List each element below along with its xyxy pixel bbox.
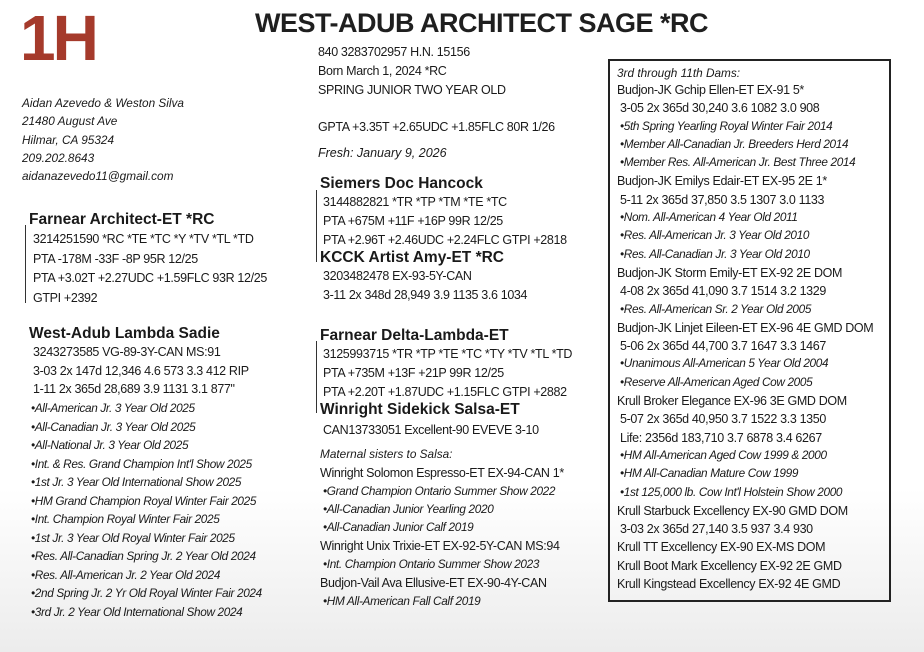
dam2-details (323, 270, 527, 308)
dam-line: 3-03 2x 147d 12,346 4.6 573 3.3 412 RIP (33, 363, 249, 378)
dam-ancestor-award: •Member All-Canadian Jr. Breeders Herd 2014 (620, 136, 849, 151)
sire3-details (323, 348, 572, 405)
dam-ancestor-record: 3-03 2x 365d 27,140 3.5 937 3.4 930 (620, 522, 813, 537)
dam-ancestor-name: Krull Starbuck Excellency EX-90 GMD DOM (617, 503, 848, 518)
class-line: SPRING JUNIOR TWO YEAR OLD (318, 83, 506, 97)
consignor-address: 21480 August Ave (22, 114, 118, 129)
dam-details (33, 346, 249, 402)
dam-ancestor-award: •5th Spring Yearling Royal Winter Fair 2014 (620, 118, 833, 133)
dam-awards (31, 403, 262, 625)
award-item: •Res. All-Canadian Spring Jr. 2 Year Old 2024 (31, 549, 256, 563)
dam-ancestor-award: •Unanimous All-American 5 Year Old 2004 (620, 356, 829, 371)
dam-ancestor-name: Krull TT Excellency EX-90 EX-MS DOM (617, 540, 826, 555)
sire3-bracket (316, 341, 317, 413)
dam-ancestor-name: Krull Kingstead Excellency EX-92 4E GMD (617, 577, 841, 592)
award-item: •All-Canadian Jr. 3 Year Old 2025 (31, 419, 196, 434)
dam-name: West-Adub Lambda Sadie (29, 325, 220, 342)
sire2-name: Siemers Doc Hancock (320, 175, 483, 192)
sire3-line: PTA +735M +13F +21P 99R 12/25 (323, 366, 504, 380)
dam-ancestor-record: 4-08 2x 365d 41,090 3.7 1514 3.2 1329 (620, 284, 826, 299)
sire-line: PTA -178M -33F -8P 95R 12/25 (33, 251, 198, 266)
sire3-line: PTA +2.20T +1.87UDC +1.15FLC GTPI +2882 (323, 385, 567, 399)
award-item: •Int. Champion Royal Winter Fair 2025 (31, 512, 220, 526)
award-item: •1st Jr. 3 Year Old International Show 2025 (31, 475, 242, 489)
dam-ancestor-award: •Res. All-Canadian Jr. 3 Year Old 2010 (620, 246, 810, 261)
consignor-phone: 209.202.8643 (22, 150, 95, 165)
award-item: •HM Grand Champion Royal Winter Fair 2025 (31, 493, 257, 508)
dam-ancestor-record: 5-06 2x 365d 44,700 3.7 1647 3.3 1467 (620, 339, 826, 354)
sister-name: Budjon-Vail Ava Ellusive-ET EX-90-4Y-CAN (320, 576, 547, 590)
sire-line: PTA +3.02T +2.27UDC +1.59FLC 93R 12/25 (33, 271, 267, 285)
dam-ancestor-award: •HM All-Canadian Mature Cow 1999 (620, 466, 799, 481)
award-item: •3rd Jr. 2 Year Old International Show 2024 (31, 604, 243, 619)
dam-ancestor-award: •Res. All-American Jr. 3 Year Old 2010 (620, 228, 810, 243)
sister-award: •All-Canadian Junior Yearling 2020 (323, 502, 494, 516)
dam-line: 3243273585 VG-89-3Y-CAN MS:91 (33, 345, 221, 359)
sire2-line: PTA +675M +11F +16P 99R 12/25 (323, 214, 503, 228)
dam2-name: KCCK Artist Amy-ET *RC (320, 249, 505, 266)
sire2-bracket (316, 190, 317, 262)
award-item: •All-American Jr. 3 Year Old 2025 (31, 401, 195, 415)
consignor-block (22, 94, 184, 185)
dam2-line: 3203482478 EX-93-5Y-CAN (323, 269, 472, 283)
sire3-name: Farnear Delta-Lambda-ET (320, 327, 509, 344)
dam2-line: 3-11 2x 348d 28,949 3.9 1135 3.6 1034 (323, 288, 528, 302)
dam-ancestor-award: •HM All-American Aged Cow 1999 & 2000 (620, 447, 827, 462)
dam-ancestor-name: Budjon-JK Storm Emily-ET EX-92 2E DOM (617, 265, 843, 280)
sister-award: •HM All-American Fall Calf 2019 (323, 594, 481, 608)
sister-name: Winright Solomon Espresso-ET EX-94-CAN 1* (320, 466, 564, 480)
award-item: •Int. & Res. Grand Champion Int'l Show 2025 (31, 456, 252, 471)
award-item: •Res. All-American Jr. 2 Year Old 2024 (31, 567, 221, 582)
dam-ancestor-record: 3-05 2x 365d 30,240 3.6 1082 3.0 908 (620, 101, 820, 116)
dam-ancestor-record: 5-11 2x 365d 37,850 3.5 1307 3.0 1133 (620, 192, 825, 207)
registration-line: 840 3283702957 H.N. 15156 (318, 45, 470, 59)
page-title: WEST-ADUB ARCHITECT SAGE *RC (255, 8, 709, 38)
dam-ancestor-record: Life: 2356d 183,710 3.7 6878 3.4 6267 (620, 430, 822, 445)
award-item: •2nd Spring Jr. 2 Yr Old Royal Winter Fair 2024 (31, 586, 262, 600)
lot-number: 1H (20, 2, 96, 74)
dam3-details (323, 424, 539, 443)
sire3-line: 3125993715 *TR *TP *TE *TC *TY *TV *TL *TD (323, 347, 573, 361)
dam-ancestor-award: •1st 125,000 lb. Cow Int'l Holstein Show 2000 (620, 484, 843, 499)
award-item: •All-National Jr. 3 Year Old 2025 (31, 438, 189, 452)
dams-box-list (617, 84, 873, 596)
dam3-name: Winright Sidekick Salsa-ET (320, 401, 520, 418)
consignor-city: Hilmar, CA 95324 (22, 132, 115, 147)
birth-line: Born March 1, 2024 *RC (318, 64, 447, 78)
sire-details (33, 233, 267, 311)
consignor-email: aidanazevedo11@gmail.com (22, 169, 174, 184)
sister-award: •Grand Champion Ontario Summer Show 2022 (323, 484, 556, 498)
dam-ancestor-name: Krull Broker Elegance EX-96 3E GMD DOM (617, 394, 847, 409)
sire2-line: 3144882821 *TR *TP *TM *TE *TC (323, 195, 507, 209)
sister-name: Winright Unix Trixie-ET EX-92-5Y-CAN MS:94 (320, 539, 560, 553)
dam-ancestor-record: 5-07 2x 365d 40,950 3.7 1522 3.3 1350 (620, 412, 826, 427)
dam-ancestor-award: •Member Res. All-American Jr. Best Three 2014 (620, 155, 856, 170)
award-item: •1st Jr. 3 Year Old Royal Winter Fair 2025 (31, 530, 235, 545)
dam3-line: CAN13733051 Excellent-90 EVEVE 3-10 (323, 423, 539, 437)
sire-line: 3214251590 *RC *TE *TC *Y *TV *TL *TD (33, 232, 254, 246)
sire-name: Farnear Architect-ET *RC (29, 211, 215, 228)
maternal-sisters-header: Maternal sisters to Salsa: (320, 447, 453, 461)
sire-bracket (25, 225, 26, 303)
dam-ancestor-name: Budjon-JK Emilys Edair-ET EX-95 2E 1* (617, 174, 827, 189)
fresh-date: Fresh: January 9, 2026 (318, 146, 447, 160)
sister-award: •All-Canadian Junior Calf 2019 (323, 520, 474, 534)
dam-line: 1-11 2x 365d 28,689 3.9 1131 3.1 877" (33, 382, 235, 397)
maternal-sisters-list (320, 467, 564, 614)
dam-ancestor-name: Budjon-JK Gchip Ellen-ET EX-91 5* (617, 83, 804, 97)
gpta-line: GPTA +3.35T +2.65UDC +1.85FLC 80R 1/26 (318, 120, 555, 134)
consignor-names: Aidan Azevedo & Weston Silva (22, 96, 184, 110)
sire-line: GTPI +2392 (33, 290, 98, 305)
dam-ancestor-award: •Reserve All-American Aged Cow 2005 (620, 374, 813, 389)
dam-ancestor-award: •Res. All-American Sr. 2 Year Old 2005 (620, 301, 812, 316)
dams-box-header: 3rd through 11th Dams: (617, 66, 741, 80)
dam-ancestor-name: Budjon-JK Linjet Eileen-ET EX-96 4E GMD DOM (617, 320, 874, 335)
dam-ancestor-name: Krull Boot Mark Excellency EX-92 2E GMD (617, 558, 842, 573)
sire2-details (323, 196, 567, 253)
sister-award: •Int. Champion Ontario Summer Show 2023 (323, 557, 540, 571)
dam-ancestor-award: •Nom. All-American 4 Year Old 2011 (620, 210, 798, 225)
sire2-line: PTA +2.96T +2.46UDC +2.24FLC GTPI +2818 (323, 233, 567, 247)
